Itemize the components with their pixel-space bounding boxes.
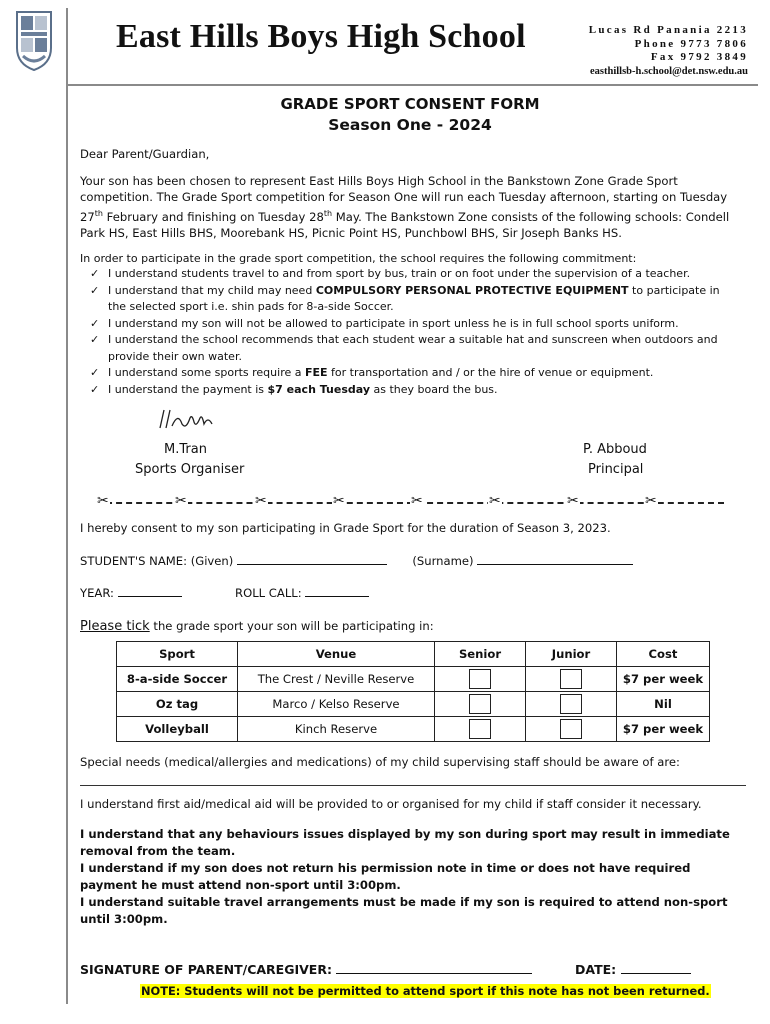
commitment-bold: $7 each Tuesday <box>267 382 370 396</box>
phone-line: Phone 9773 7806 <box>634 37 748 50</box>
given-name-field[interactable] <box>237 553 387 565</box>
commitment-text: I understand some sports require a <box>108 366 305 380</box>
date-field[interactable] <box>621 962 691 974</box>
col-header: Sport <box>117 642 238 667</box>
season-title: Season One - 2024 <box>328 116 492 134</box>
intro-part-2: February and finishing on Tuesday 28 <box>102 209 324 224</box>
first-aid-statement: I understand first aid/medical aid will be provided to or organised for my child if staff consider it necessary. <box>80 796 702 811</box>
fax-line: Fax 9792 3849 <box>650 51 748 63</box>
col-header: Junior <box>526 642 617 667</box>
year-field[interactable] <box>118 585 182 597</box>
junior-cell <box>526 692 617 717</box>
junior-cell <box>526 667 617 692</box>
venue-cell: Kinch Reserve <box>238 717 435 742</box>
sport-cell: 8-a-side Soccer <box>117 667 238 692</box>
roll-call-label: ROLL CALL: <box>235 586 302 601</box>
commitment-text: I understand my son will not be allowed to participate in sport unless he is in full school sports uniform. <box>108 316 679 330</box>
sport-cell: Oz tag <box>117 692 238 717</box>
principal-name: P. Abboud <box>583 442 647 458</box>
signature-field[interactable] <box>336 962 532 974</box>
senior-cell <box>435 667 526 692</box>
junior-checkbox[interactable] <box>560 694 582 714</box>
special-needs-field[interactable] <box>80 771 746 786</box>
scissors-icon: ✂ <box>489 493 501 510</box>
cut-line <box>96 494 724 510</box>
organiser-name: M.Tran <box>164 442 207 458</box>
return-note: NOTE: Students will not be permitted to attend sport if this note has not been returned. <box>141 984 710 998</box>
tick-instruction-text: the grade sport your son will be participating in: <box>149 618 434 633</box>
principal-role: Principal <box>588 462 644 478</box>
commitment-bold: FEE <box>304 366 328 380</box>
behaviour-warning: I understand that any behaviours issues displayed by my son during sport may result in immediate removal from the team. <box>80 827 730 859</box>
sports-table <box>116 641 710 742</box>
scissors-icon: ✂ <box>333 493 345 510</box>
check-icon: ✓ <box>90 333 100 347</box>
school-crest-logo <box>15 10 53 72</box>
check-icon: ✓ <box>90 366 100 380</box>
table-row <box>117 717 710 742</box>
roll-call-field[interactable] <box>305 585 369 597</box>
left-margin-rule <box>66 8 68 1004</box>
cost-cell: $7 per week <box>617 667 710 692</box>
col-header: Venue <box>238 642 435 667</box>
commitment-item <box>90 365 740 382</box>
sport-cell: Volleyball <box>117 717 238 742</box>
junior-checkbox[interactable] <box>560 669 582 689</box>
consent-section <box>80 520 740 635</box>
signature-row <box>80 962 740 979</box>
senior-checkbox[interactable] <box>469 669 491 689</box>
permission-warning: I understand if my son does not return his permission note in time or does not have required payment he must attend non-sport until 3:00pm. <box>80 861 691 893</box>
commitment-text: I understand students travel to and from sport by bus, train or on foot under the supervision of a teacher. <box>108 267 691 281</box>
commitment-item <box>90 382 740 399</box>
commitment-text: I understand the school recommends that each student wear a suitable hat and sunscreen when outdoors and provide their own water. <box>108 333 718 363</box>
commitment-item <box>90 332 740 365</box>
col-header: Senior <box>435 642 526 667</box>
check-icon: ✓ <box>90 316 100 330</box>
junior-cell <box>526 717 617 742</box>
consent-statement: I hereby consent to my son participating in Grade Sport for the duration of Season 3, 2023. <box>80 521 611 536</box>
please-tick-label: Please tick <box>80 618 150 634</box>
email-line: easthillsb-h.school@det.nsw.edu.au <box>590 65 748 77</box>
school-name: East Hills Boys High School <box>116 18 526 55</box>
venue-cell: Marco / Kelso Reserve <box>238 692 435 717</box>
scissors-icon: ✂ <box>255 493 267 510</box>
commitment-item <box>90 283 740 316</box>
venue-cell: The Crest / Neville Reserve <box>238 667 435 692</box>
scissors-icon: ✂ <box>567 493 579 510</box>
form-body <box>80 94 740 979</box>
commitment-text: to participate in the selected sport i.e. shin pads for 8-a-side Soccer. <box>108 283 720 314</box>
intro-part-1: Your son has been chosen to represent East Hills Boys High School in the Bankstown Zone Grade Sport competition. The Grade Sport competition for Season One will run each Tuesday afternoon, starting on Tuesday 27 <box>80 173 728 224</box>
intro-part-3: May. The Bankstown Zone consists of the following schools: Condell Park HS, East Hills BHS, Moorebank HS, Picnic Point HS, Punchbowl BHS, Sir Joseph Banks HS. <box>80 209 730 240</box>
senior-cell <box>435 717 526 742</box>
signatories <box>80 398 740 490</box>
form-title: GRADE SPORT CONSENT FORM <box>280 95 540 113</box>
senior-cell <box>435 692 526 717</box>
cost-cell: $7 per week <box>617 717 710 742</box>
commitment-list <box>80 266 740 398</box>
commitment-text: I understand that my child may need <box>108 283 316 297</box>
scissors-icon: ✂ <box>175 493 187 510</box>
scissors-icon: ✂ <box>411 493 423 510</box>
tick-instruction <box>80 618 740 636</box>
address-line: Lucas Rd Panania 2213 <box>588 24 748 36</box>
year-roll-row <box>80 585 740 602</box>
commitment-item <box>90 316 740 333</box>
student-name-row <box>80 553 740 570</box>
special-needs-label: Special needs (medical/allergies and medications) of my child supervising staff should be aware of are: <box>80 755 680 770</box>
senior-checkbox[interactable] <box>469 719 491 739</box>
junior-checkbox[interactable] <box>560 719 582 739</box>
commitment-text: as they board the bus. <box>370 382 498 396</box>
commitment-intro: In order to participate in the grade sport competition, the school requires the following commitment: <box>80 252 637 266</box>
commitment-bold: COMPULSORY PERSONAL PROTECTIVE EQUIPMENT <box>315 283 629 297</box>
table-header-row <box>117 642 710 667</box>
table-row <box>117 667 710 692</box>
given-name-label: STUDENT'S NAME: (Given) <box>80 553 234 568</box>
signature-label: SIGNATURE OF PARENT/CAREGIVER: <box>80 962 332 978</box>
commitment-text: I understand the payment is <box>108 382 268 396</box>
senior-checkbox[interactable] <box>469 694 491 714</box>
commitment-text: for transportation and / or the hire of venue or equipment. <box>327 366 654 380</box>
year-label: YEAR: <box>80 586 114 601</box>
header-rule <box>66 84 758 86</box>
scissors-icon: ✂ <box>97 493 109 510</box>
surname-label: (Surname) <box>412 553 474 568</box>
col-header: Cost <box>617 642 710 667</box>
travel-warning: I understand suitable travel arrangements must be made if my son is required to attend non-sport until 3:00pm. <box>80 895 728 927</box>
intro-sup-2: th <box>323 208 333 218</box>
date-label: DATE: <box>575 962 617 978</box>
intro-paragraph <box>80 173 740 242</box>
table-row <box>117 692 710 717</box>
check-icon: ✓ <box>90 382 100 396</box>
check-icon: ✓ <box>90 267 100 281</box>
organiser-role: Sports Organiser <box>135 462 245 478</box>
school-contact <box>589 24 748 78</box>
scissors-icon: ✂ <box>645 493 657 510</box>
intro-sup-1: th <box>94 208 103 218</box>
commitment-item <box>90 266 740 283</box>
greeting: Dear Parent/Guardian, <box>80 147 210 161</box>
surname-field[interactable] <box>477 553 633 565</box>
organiser-signature <box>156 406 218 434</box>
cost-cell: Nil <box>617 692 710 717</box>
check-icon: ✓ <box>90 283 100 297</box>
